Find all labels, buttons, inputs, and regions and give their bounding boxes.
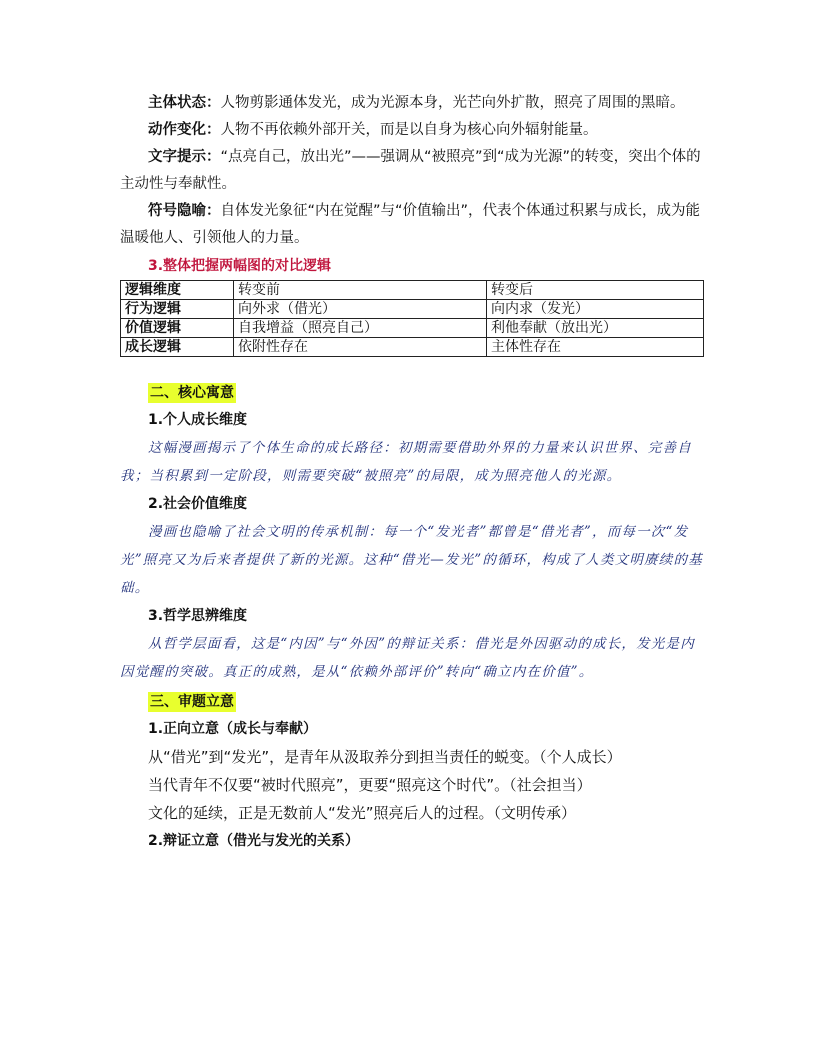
paragraph-text: 自体发光象征“内在觉醒”与“价值输出”，代表个体通过积累与成长，成为能温暖他人、引领他人的力量。	[120, 203, 701, 246]
table-header-cell: 转变前	[234, 281, 487, 300]
theme-line: 当代青年不仅要“被时代照亮”，更要“照亮这个时代”。（社会担当）	[148, 776, 592, 794]
section-heading-core-meaning	[120, 377, 705, 406]
section-heading-topic-analysis	[120, 686, 705, 715]
paragraph-label: 主体状态：	[148, 95, 221, 111]
document-page	[120, 90, 705, 855]
table-header-row	[121, 281, 704, 300]
paragraph-text-hint	[120, 144, 705, 198]
table-header-cell: 逻辑维度	[121, 281, 234, 300]
paragraph-symbol-metaphor	[120, 198, 705, 252]
subheading-dialectic-theme: 2.辩证立意（借光与发光的关系）	[148, 833, 360, 849]
paragraph-text: “点亮自己，放出光”——强调从“被照亮”到“成为光源”的转变，突出个体的主动性与奉献性。	[120, 149, 701, 192]
table-row	[121, 319, 704, 338]
table-cell: 行为逻辑	[121, 300, 234, 319]
table-header-cell: 转变后	[487, 281, 704, 300]
table-cell: 依附性存在	[234, 338, 487, 357]
subheading-social-value: 2.社会价值维度	[148, 496, 248, 512]
subheading-contrast-logic: 3.整体把握两幅图的对比逻辑	[148, 258, 332, 274]
paragraph-label: 文字提示：	[148, 149, 221, 165]
contrast-logic-table	[120, 280, 704, 357]
table-cell: 向内求（发光）	[487, 300, 704, 319]
paragraph-philosophy: 从哲学层面看，这是“内因”与“外因”的辩证关系：借光是外因驱动的成长，发光是内因觉醒的突破。真正的成熟，是从“依赖外部评价”转向“确立内在价值”。	[120, 636, 695, 680]
subheading-philosophy: 3.哲学思辨维度	[148, 608, 248, 624]
theme-line: 从“借光”到“发光”，是青年从汲取养分到担当责任的蜕变。（个人成长）	[148, 748, 622, 766]
table-cell: 自我增益（照亮自己）	[234, 319, 487, 338]
section-title: 二、核心寓意	[150, 385, 234, 401]
table-cell: 价值逻辑	[121, 319, 234, 338]
table-cell: 向外求（借光）	[234, 300, 487, 319]
section-title: 三、审题立意	[150, 694, 234, 710]
paragraph-text: 人物不再依赖外部开关，而是以自身为核心向外辐射能量。	[220, 122, 598, 138]
table-cell: 成长逻辑	[121, 338, 234, 357]
paragraph-personal-growth: 这幅漫画揭示了个体生命的成长路径：初期需要借助外界的力量来认识世界、完善自我；当积累到一定阶段，则需要突破“被照亮”的局限，成为照亮他人的光源。	[120, 440, 692, 484]
subheading-positive-theme: 1.正向立意（成长与奉献）	[148, 721, 318, 737]
paragraph-social-value: 漫画也隐喻了社会文明的传承机制：每一个“发光者”都曾是“借光者”，而每一次“发光”照亮又为后来者提供了新的光源。这种“借光—发光”的循环，构成了人类文明赓续的基础。	[120, 524, 703, 596]
paragraph-label: 符号隐喻：	[148, 203, 221, 219]
table-row	[121, 300, 704, 319]
table-cell: 主体性存在	[487, 338, 704, 357]
paragraph-text: 人物剪影通体发光，成为光源本身，光芒向外扩散，照亮了周围的黑暗。	[220, 95, 685, 111]
table-cell: 利他奉献（放出光）	[487, 319, 704, 338]
paragraph-subject-state	[120, 90, 705, 117]
table-row	[121, 338, 704, 357]
theme-line: 文化的延续，正是无数前人“发光”照亮后人的过程。（文明传承）	[148, 804, 577, 822]
subheading-personal-growth: 1.个人成长维度	[148, 412, 248, 428]
paragraph-action-change	[120, 117, 705, 144]
paragraph-label: 动作变化：	[148, 122, 221, 138]
